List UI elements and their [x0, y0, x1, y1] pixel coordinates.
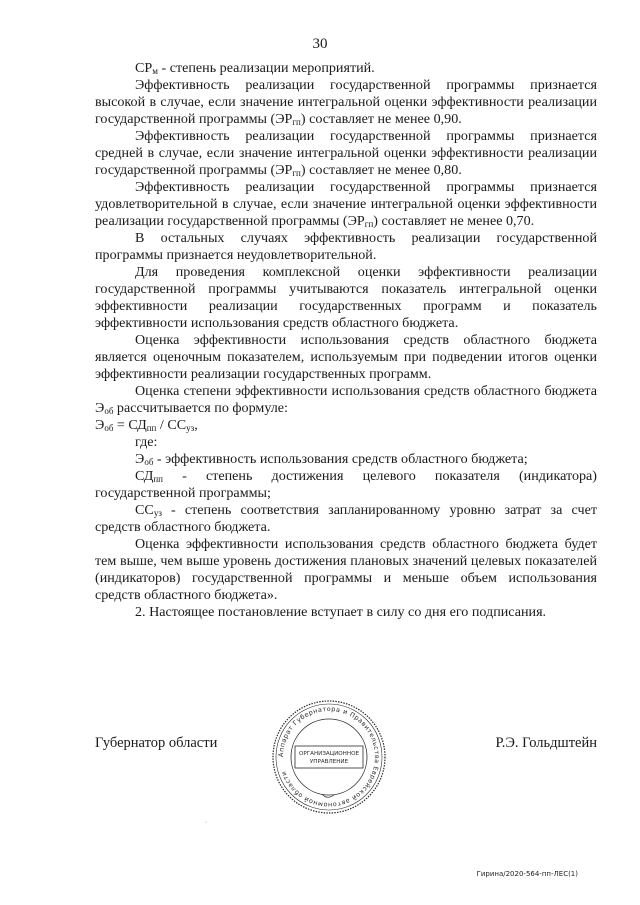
paragraph-satisfactory-efficiency: Эффективность реализации государственной программы признается удовлетворительной в случае, если значение интегральной оценки эффективности реализации государственной программы $(ЭР_{гп})$ составляет не менее 0,70. — [95, 179, 597, 229]
signatory-title: Губернатор области — [95, 735, 218, 751]
paragraph-medium-efficiency: Эффективность реализации государственной программы признается средней в случае, если значение интегральной оценки эффективности реализации государственной программы $(ЭР_{гп})$ составляет не менее 0,80. — [95, 128, 597, 178]
paragraph-formula-intro: Оценка степени эффективности использования средств областного бюджета $Э_{об}$ рассчитывается по формуле: — [95, 383, 597, 416]
formula: $Э_{об} = СД_{пп} / СС_{уз}$, — [95, 417, 198, 433]
paragraph-high-efficiency: Эффективность реализации государственной программы признается высокой в случае, если значение интегральной оценки эффективности реализации государственной программы $(ЭР_{гп})$ составляет не менее 0,90. — [95, 77, 597, 127]
decree-clause: 2. Настоящее постановление вступает в силу со дня его подписания. — [135, 604, 547, 620]
signatory-name: Р.Э. Гольдштейн — [495, 735, 597, 751]
paragraph-unsatisfactory: В остальных случаях эффективность реализации государственной программы признается неудовлетворительной. — [95, 230, 597, 263]
definition-sdpp: $СД_{пп}$ - степень достижения целевого показателя (индикатора) государственной программы; — [95, 468, 597, 501]
seal-inner-line2: УПРАВЛЕНИЕ — [309, 759, 349, 765]
page-number: 30 — [312, 36, 328, 52]
paragraph-complex-assessment: Для проведения комплексной оценки эффективности реализации государственной программы учитываются показатель интегральной оценки эффективности реализации государственных программ и показатель эффективности использования средств областного бюджета. — [95, 264, 597, 331]
paragraph-sr-definition: $СР_м$ - степень реализации мероприятий. — [135, 60, 375, 76]
definition-ssuz: $СС_{уз}$ - степень соответствия запланированному уровню затрат за счет средств областного бюджета. — [95, 502, 597, 535]
paragraph-budget-indicator: Оценка эффективности использования средств областного бюджета является оценочным показателем, используемым при подведении итогов оценки эффективности реализации государственных программ. — [95, 332, 597, 382]
where-label: где: — [135, 434, 158, 450]
stray-dot: · — [205, 820, 207, 826]
document-body — [95, 60, 597, 621]
seal-inner-line1: ОРГАНИЗАЦИОННОЕ — [298, 751, 360, 757]
seal-outer-text: Аппарат Губернатора и Правительства Еврейской автономной области — [276, 704, 382, 810]
paragraph-conclusion: Оценка эффективности использования средств областного бюджета будет тем выше, чем выше уровень достижения плановых значений целевых показателей (индикаторов) государственной программы и меньше объем использования средств областного бюджета». — [95, 536, 597, 603]
official-seal-icon — [270, 698, 388, 816]
definition-eob: $Э_{об}$ - эффективность использования средств областного бюджета; — [135, 451, 528, 467]
document-code: Гирина/2020-564-пп-ЛЕС(1) — [476, 870, 578, 878]
